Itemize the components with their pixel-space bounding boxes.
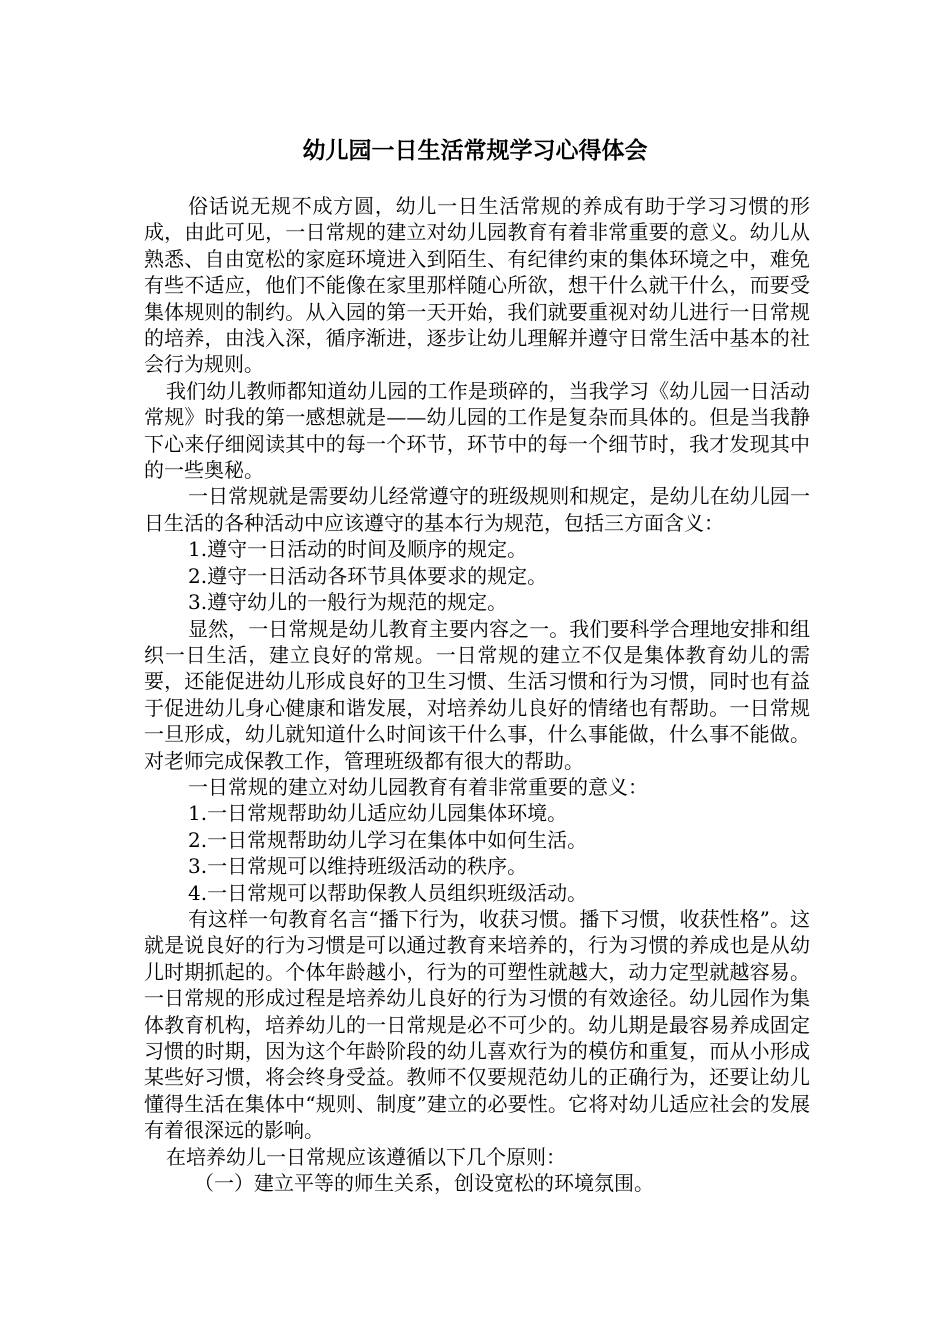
paragraph: 俗话说无规不成方圆，幼儿一日生活常规的养成有助于学习习惯的形成，由此可见，一日常规的建立对幼儿园教育有着非常重要的意义。幼儿从熟悉、自由宽松的家庭环境进入到陌生、有纪律约束的集体环境之中，难免有些不适应，他们不能像在家里那样随心所欲，想干什么就干什么，而要受集体规则的制约。从入园的第一天开始，我们就要重视对幼儿进行一日常规的培养，由浅入深，循序渐进，逐步让幼儿理解并遵守日常生活中基本的社会行为规则。 bbox=[144, 194, 810, 377]
paragraph: 在培养幼儿一日常规应该遵循以下几个原则： bbox=[166, 1144, 566, 1169]
section-heading: （一）建立平等的师生关系，创设宽松的环境氛围。 bbox=[194, 1171, 654, 1196]
paragraph: 有这样一句教育名言“播下行为，收获习惯。播下习惯，收获性格”。这就是说良好的行为习惯是可以通过教育来培养的，行为习惯的养成也是从幼儿时期抓起的。个体年龄越小，行为的可塑性就越大，动力定型就越容易。一日常规的形成过程是培养幼儿良好的行为习惯的有效途径。幼儿园作为集体教育机构，培养幼儿的一日常规是必不可少的。幼儿期是最容易养成固定习惯的时期，因为这个年龄阶段的幼儿喜欢行为的模仿和重复，而从小形成某些好习惯，将会终身受益。教师不仅要规范幼儿的正确行为，还要让幼儿懂得生活在集体中“规则、制度”建立的必要性。它将对幼儿适应社会的发展有着很深远的影响。 bbox=[144, 906, 810, 1143]
list-item: 3.一日常规可以维持班级活动的秩序。 bbox=[188, 854, 528, 879]
list-item: 1.遵守一日活动的时间及顺序的规定。 bbox=[188, 537, 528, 562]
list-item: 1.一日常规帮助幼儿适应幼儿园集体环境。 bbox=[188, 801, 568, 826]
paragraph: 我们幼儿教师都知道幼儿园的工作是琐碎的，当我学习《幼儿园一日活动常规》时我的第一感想就是——幼儿园的工作是复杂而具体的。但是当我静下心来仔细阅读其中的每一个环节，环节中的每一个细节时，我才发现其中的一些奥秘。 bbox=[144, 378, 810, 483]
list-item: 2.遵守一日活动各环节具体要求的规定。 bbox=[188, 563, 548, 588]
list-item: 3.遵守幼儿的一般行为规范的规定。 bbox=[188, 590, 508, 615]
document-body bbox=[144, 193, 810, 1196]
paragraph: 一日常规就是需要幼儿经常遵守的班级规则和规定，是幼儿在幼儿园一日生活的各种活动中应该遵守的基本行为规范，包括三方面含义： bbox=[144, 484, 810, 535]
paragraph: 显然，一日常规是幼儿教育主要内容之一。我们要科学合理地安排和组织一日生活，建立良好的常规。一日常规的建立不仅是集体教育幼儿的需要，还能促进幼儿形成良好的卫生习惯、生活习惯和行为习惯，同时也有益于促进幼儿身心健康和谐发展，对培养幼儿良好的情绪也有帮助。一日常规一旦形成，幼儿就知道什么时间该干什么事，什么事能做，什么事不能做。对老师完成保教工作，管理班级都有很大的帮助。 bbox=[144, 616, 810, 773]
paragraph: 一日常规的建立对幼儿园教育有着非常重要的意义： bbox=[188, 774, 648, 799]
list-item: 2.一日常规帮助幼儿学习在集体中如何生活。 bbox=[188, 827, 588, 852]
list-item: 4.一日常规可以帮助保教人员组织班级活动。 bbox=[188, 880, 588, 905]
document-title: 幼儿园一日生活常规学习心得体会 bbox=[302, 137, 648, 164]
